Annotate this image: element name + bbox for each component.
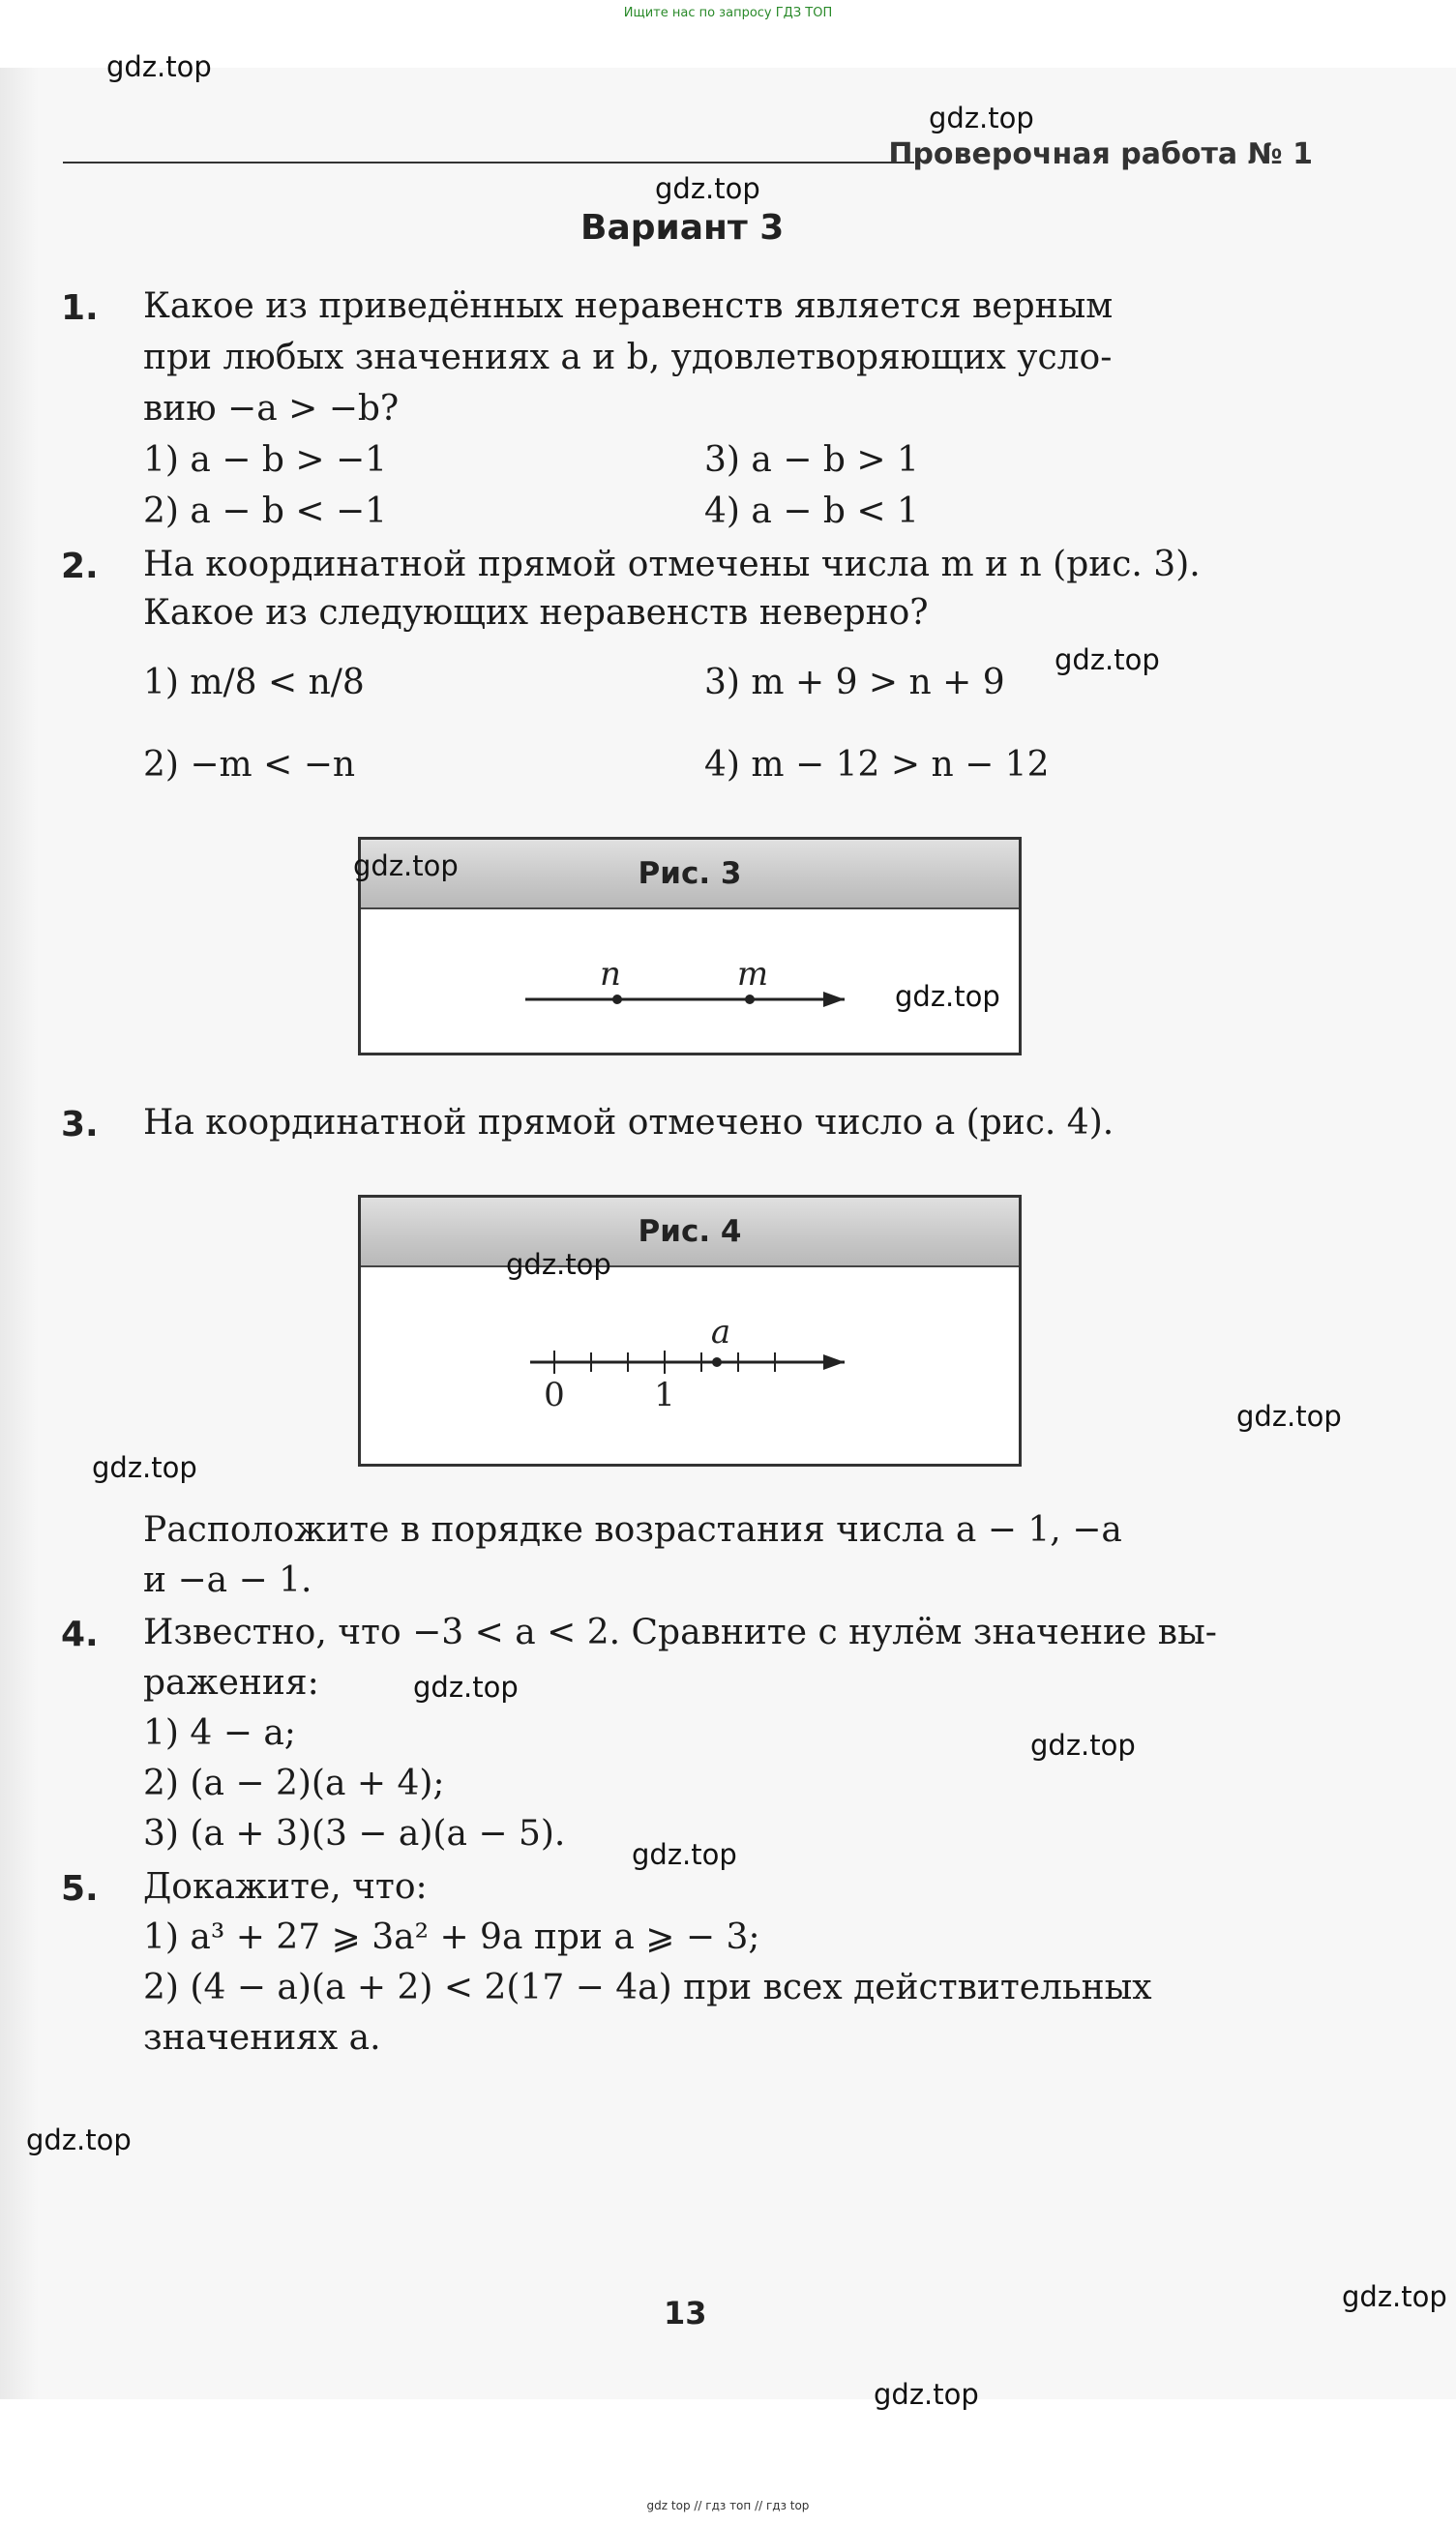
point-label-a: a <box>710 1313 731 1352</box>
watermark-text: gdz.top <box>929 102 1034 134</box>
watermark-text: gdz.top <box>895 980 1000 1013</box>
footer-note: gdz top // гдз топ // гдз top <box>646 2499 810 2512</box>
task-number: 3. <box>61 1105 99 1144</box>
point-label-m: m <box>736 955 769 994</box>
figure-4 <box>358 1195 1022 1467</box>
answer-option: 2) a − b < −1 <box>143 491 388 531</box>
answer-option: 3) a − b > 1 <box>704 440 919 480</box>
header-title: Проверочная работа № 1 <box>888 137 1313 171</box>
top-banner-note: Ищите нас по запросу ГДЗ ТОП <box>623 6 833 20</box>
figure-caption: Рис. 4 <box>361 1198 1019 1267</box>
task-text-line: Известно, что −3 < a < 2. Сравните с нулём значение вы- <box>143 1613 1217 1652</box>
tick-label-1: 1 <box>654 1376 675 1414</box>
number-line <box>361 840 1019 1053</box>
watermark-text: gdz.top <box>1236 1400 1342 1433</box>
task-number: 4. <box>61 1615 99 1654</box>
task-text-line: Докажите, что: <box>143 1867 428 1907</box>
task-text-line: Расположите в порядке возрастания числа a − 1, −a <box>143 1510 1122 1550</box>
expression-item: 3) (a + 3)(3 − a)(a − 5). <box>143 1814 566 1854</box>
answer-option: 2) −m < −n <box>143 745 356 785</box>
page-number: 13 <box>664 2295 707 2332</box>
watermark-text: gdz.top <box>1342 2280 1447 2313</box>
task-text-line: На координатной прямой отмечены числа m и n (рис. 3). <box>143 545 1201 584</box>
task-text-line: Какое из приведённых неравенств является верным <box>143 286 1114 326</box>
watermark-text: gdz.top <box>92 1451 197 1484</box>
answer-option: 4) a − b < 1 <box>704 491 919 531</box>
watermark-text: gdz.top <box>506 1248 611 1281</box>
tick-label-0: 0 <box>544 1376 565 1414</box>
watermark-text: gdz.top <box>655 172 760 205</box>
watermark-text: gdz.top <box>1030 1729 1136 1762</box>
number-line <box>361 1198 1019 1464</box>
watermark-text: gdz.top <box>874 2378 979 2411</box>
proof-item: значениях a. <box>143 2018 381 2058</box>
header-rule <box>63 162 914 163</box>
figure-caption: Рис. 3 <box>361 840 1019 909</box>
answer-option: 1) a − b > −1 <box>143 440 388 480</box>
task-text-line: На координатной прямой отмечено число a (рис. 4). <box>143 1103 1114 1143</box>
answer-option: 3) m + 9 > n + 9 <box>704 663 1005 702</box>
watermark-text: gdz.top <box>26 2124 132 2156</box>
point-label-n: n <box>600 955 621 994</box>
answer-option: 1) m/8 < n/8 <box>143 663 365 702</box>
point-a <box>712 1357 722 1367</box>
task-number: 5. <box>61 1869 99 1909</box>
task-text-line: и −a − 1. <box>143 1560 312 1600</box>
watermark-text: gdz.top <box>632 1838 737 1871</box>
point-n <box>612 995 622 1004</box>
task-text-line: Какое из следующих неравенств неверно? <box>143 593 929 633</box>
page-edge-shadow <box>0 68 39 2399</box>
watermark-text: gdz.top <box>1055 643 1160 676</box>
variant-title: Вариант 3 <box>580 208 785 248</box>
point-m <box>745 995 755 1004</box>
expression-item: 2) (a − 2)(a + 4); <box>143 1764 445 1803</box>
watermark-text: gdz.top <box>353 849 459 882</box>
proof-item: 1) a³ + 27 ⩾ 3a² + 9a при a ⩾ − 3; <box>143 1917 760 1957</box>
task-text-line: вию −a > −b? <box>143 389 400 429</box>
task-text-line: ражения: <box>143 1663 319 1703</box>
expression-item: 1) 4 − a; <box>143 1713 296 1753</box>
arrow-head <box>823 992 845 1007</box>
proof-item: 2) (4 − a)(a + 2) < 2(17 − 4a) при всех действительных <box>143 1968 1152 2007</box>
task-text-line: при любых значениях a и b, удовлетворяющих усло- <box>143 338 1113 377</box>
watermark-text: gdz.top <box>413 1671 519 1704</box>
answer-option: 4) m − 12 > n − 12 <box>704 745 1050 785</box>
arrow-head <box>823 1354 845 1370</box>
task-number: 1. <box>61 288 99 328</box>
task-number: 2. <box>61 547 99 586</box>
watermark-text: gdz.top <box>106 50 212 83</box>
